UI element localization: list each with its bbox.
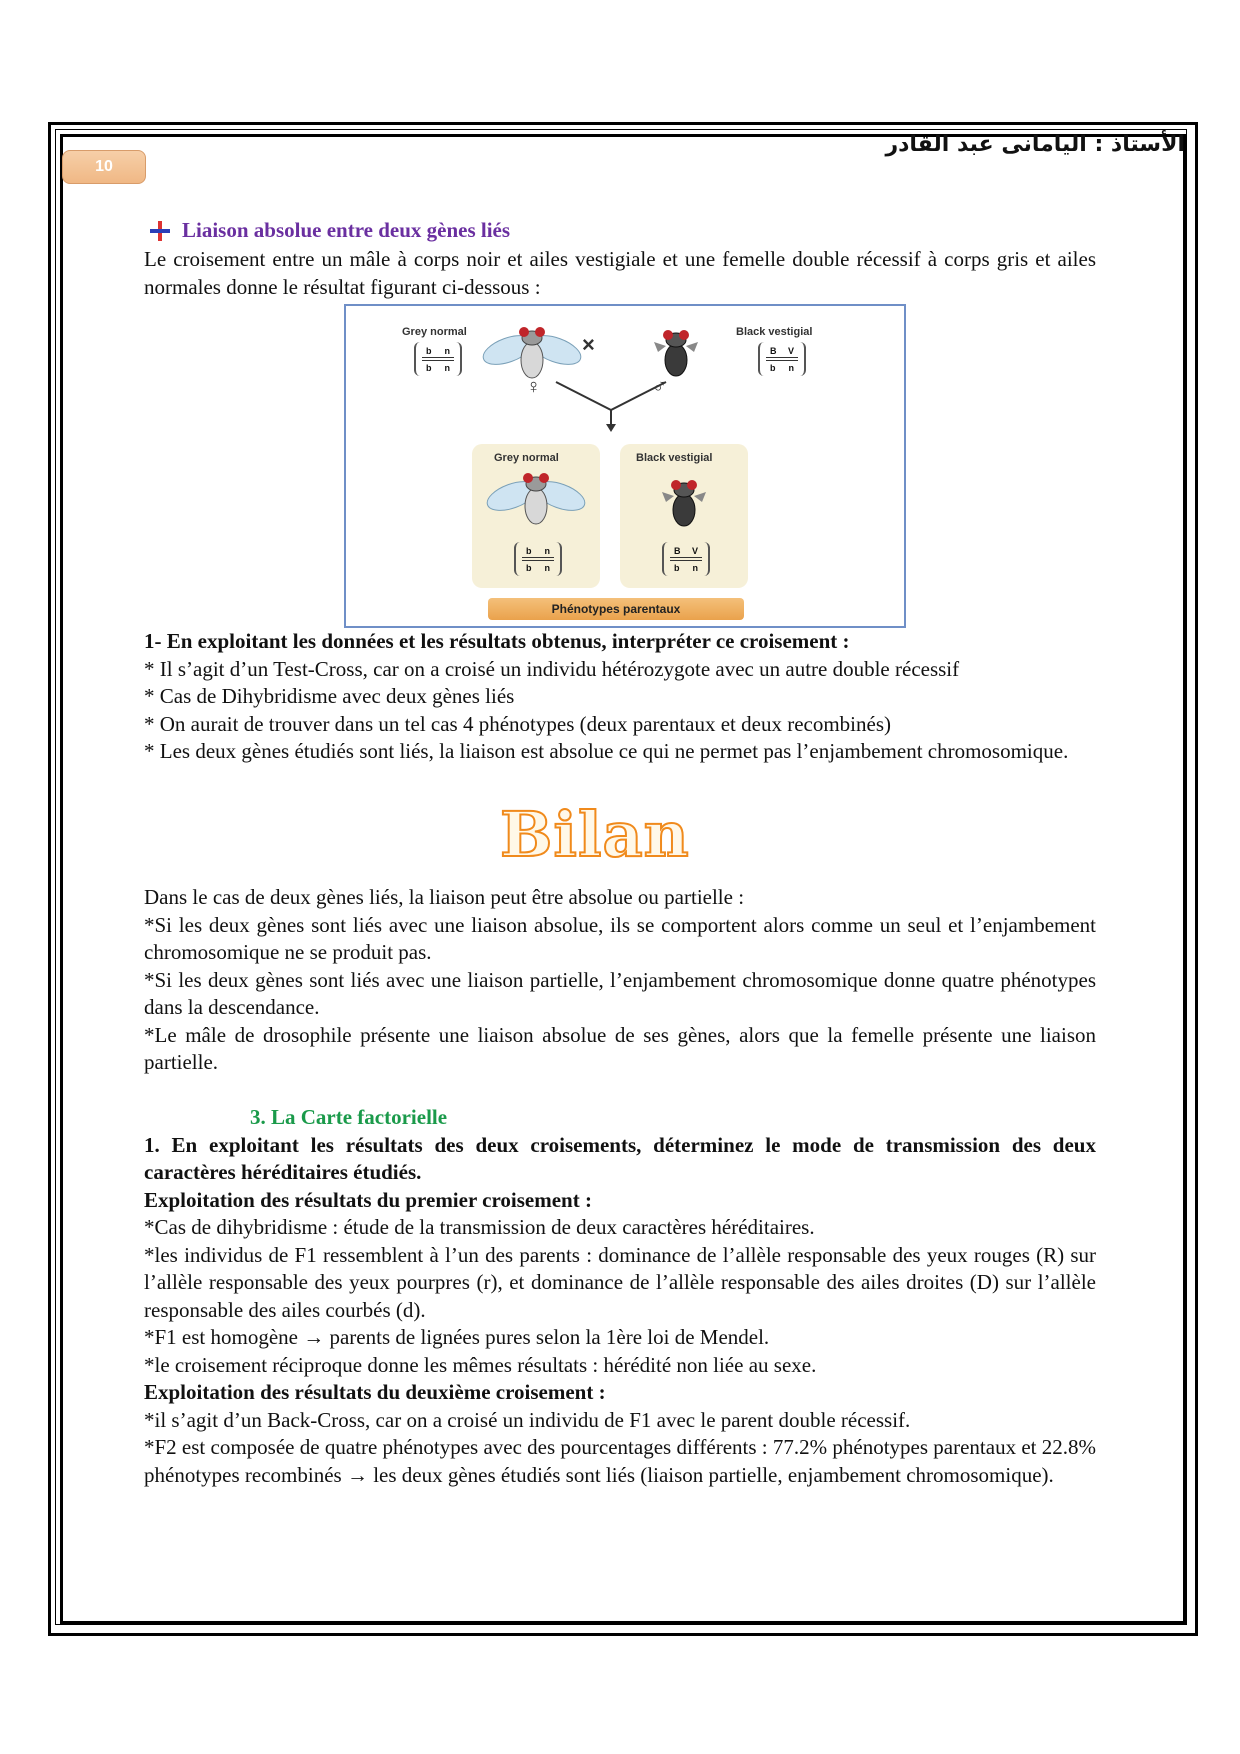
question1-item: * Les deux gènes étudiés sont liés, la liaison est absolue ce qui ne permet pas l’enjambement chromosomique. — [144, 739, 1069, 763]
grey-fly-offspring-icon — [482, 466, 590, 530]
section3-sub1: Exploitation des résultats du premier croisement : — [144, 1187, 592, 1212]
bilan-line: *Si les deux gènes sont liés avec une liaison partielle, l’enjambement chromosomique donne quatre phénotypes dans la descendance. — [144, 967, 1096, 1019]
bilan-line: Dans le cas de deux gènes liés, la liaison peut être absolue ou partielle : — [144, 885, 745, 909]
question1-item: * On aurait de trouver dans un tel cas 4 phénotypes (deux parentaux et deux recombinés) — [144, 711, 891, 736]
black-fly-offspring-icon — [654, 472, 714, 532]
black-fly-male-icon — [646, 322, 706, 382]
section3-title: 3. La Carte factorielle — [250, 1105, 448, 1129]
page-number-badge: 10 — [62, 150, 146, 184]
section-title-liaison — [150, 218, 510, 243]
section3-question: 1. En exploitant les résultats des deux croisements, déterminez le mode de transmission des deux caractères héréditaires étudiés. — [144, 1132, 1096, 1184]
author-header: الأستاذ : اليامانى عبد القادر — [885, 132, 1185, 157]
section3-block — [144, 1104, 1096, 1489]
genotype-child-left: b n b n — [514, 542, 562, 576]
genotype-parent-right: B V b n — [758, 342, 806, 376]
question1-item: * Il s’agit d’un Test-Cross, car on a croisé un individu hétérozygote avec un autre double récessif — [144, 656, 960, 681]
phenotypes-label-bar: Phénotypes parentaux — [488, 598, 744, 620]
section3-item: *Cas de dihybridisme : étude de la transmission de deux caractères héréditaires. — [144, 1215, 815, 1239]
section3-item: *il s’agit d’un Back-Cross, car on a croisé un individu de F1 avec le parent double récessif. — [144, 1407, 911, 1432]
cross-symbol: × — [582, 332, 595, 357]
cross-figure — [344, 304, 906, 628]
cross-arrow-icon — [546, 376, 676, 436]
child-right-label: Black vestigial — [636, 452, 713, 464]
question1-item: * Cas de Dihybridisme avec deux gènes liés — [144, 684, 515, 708]
cross-bullet-icon — [150, 221, 170, 241]
section3-item: *le croisement réciproque donne les mêmes résultats : hérédité non liée au sexe. — [144, 1352, 817, 1377]
bilan-line: *Le mâle de drosophile présente une liaison absolue de ses gènes, alors que la femelle présente une liaison partielle. — [144, 1022, 1096, 1074]
parent-right-label: Black vestigial — [736, 326, 813, 338]
genotype-parent-left: b n b n — [414, 342, 462, 376]
intro-paragraph: Le croisement entre un mâle à corps noir et ailes vestigiale et une femelle double récessif à corps gris et ailes normales donne le résultat figurant ci-dessous : — [144, 247, 1096, 299]
bilan-block — [144, 884, 1096, 1077]
parent-left-label: Grey normal — [402, 326, 467, 338]
section3-sub2: Exploitation des résultats du deuxième croisement : — [144, 1380, 606, 1404]
child-left-label: Grey normal — [494, 452, 559, 464]
section3-item: *F2 est composée de quatre phénotypes avec des pourcentages différents : 77.2% phénotypes parentaux et 22.8% phénotypes recombinés → les deux gènes étudiés sont liés (liaison partielle, enjambement chromosomique). — [144, 1435, 1096, 1487]
bilan-heading: Bilan — [500, 798, 690, 871]
section-title-text: Liaison absolue entre deux gènes liés — [182, 218, 511, 242]
question1-block — [144, 628, 1096, 766]
section3-item: *F1 est homogène → parents de lignées pures selon la 1ère loi de Mendel. — [144, 1325, 770, 1349]
question1-title: 1- En exploitant les données et les résultats obtenus, interpréter ce croisement : — [144, 629, 850, 653]
section3-item: *les individus de F1 ressemblent à l’un des parents : dominance de l’allèle responsable des yeux rouges (R) sur l’allèle responsable des yeux pourpres (r), et dominance de l’allèle responsable des ailes droites (D) sur l’allèle responsable des ailes courbés (d). — [144, 1242, 1096, 1322]
male-symbol: ♂ — [652, 376, 667, 398]
genotype-child-right: B V b n — [662, 542, 710, 576]
bilan-line: *Si les deux gènes sont liés avec une liaison absolue, ils se comportent alors comme un seul et l’enjambement chromosomique ne se produit pas. — [144, 912, 1096, 964]
female-symbol: ♀ — [526, 376, 541, 398]
grey-fly-female-icon — [478, 320, 586, 384]
